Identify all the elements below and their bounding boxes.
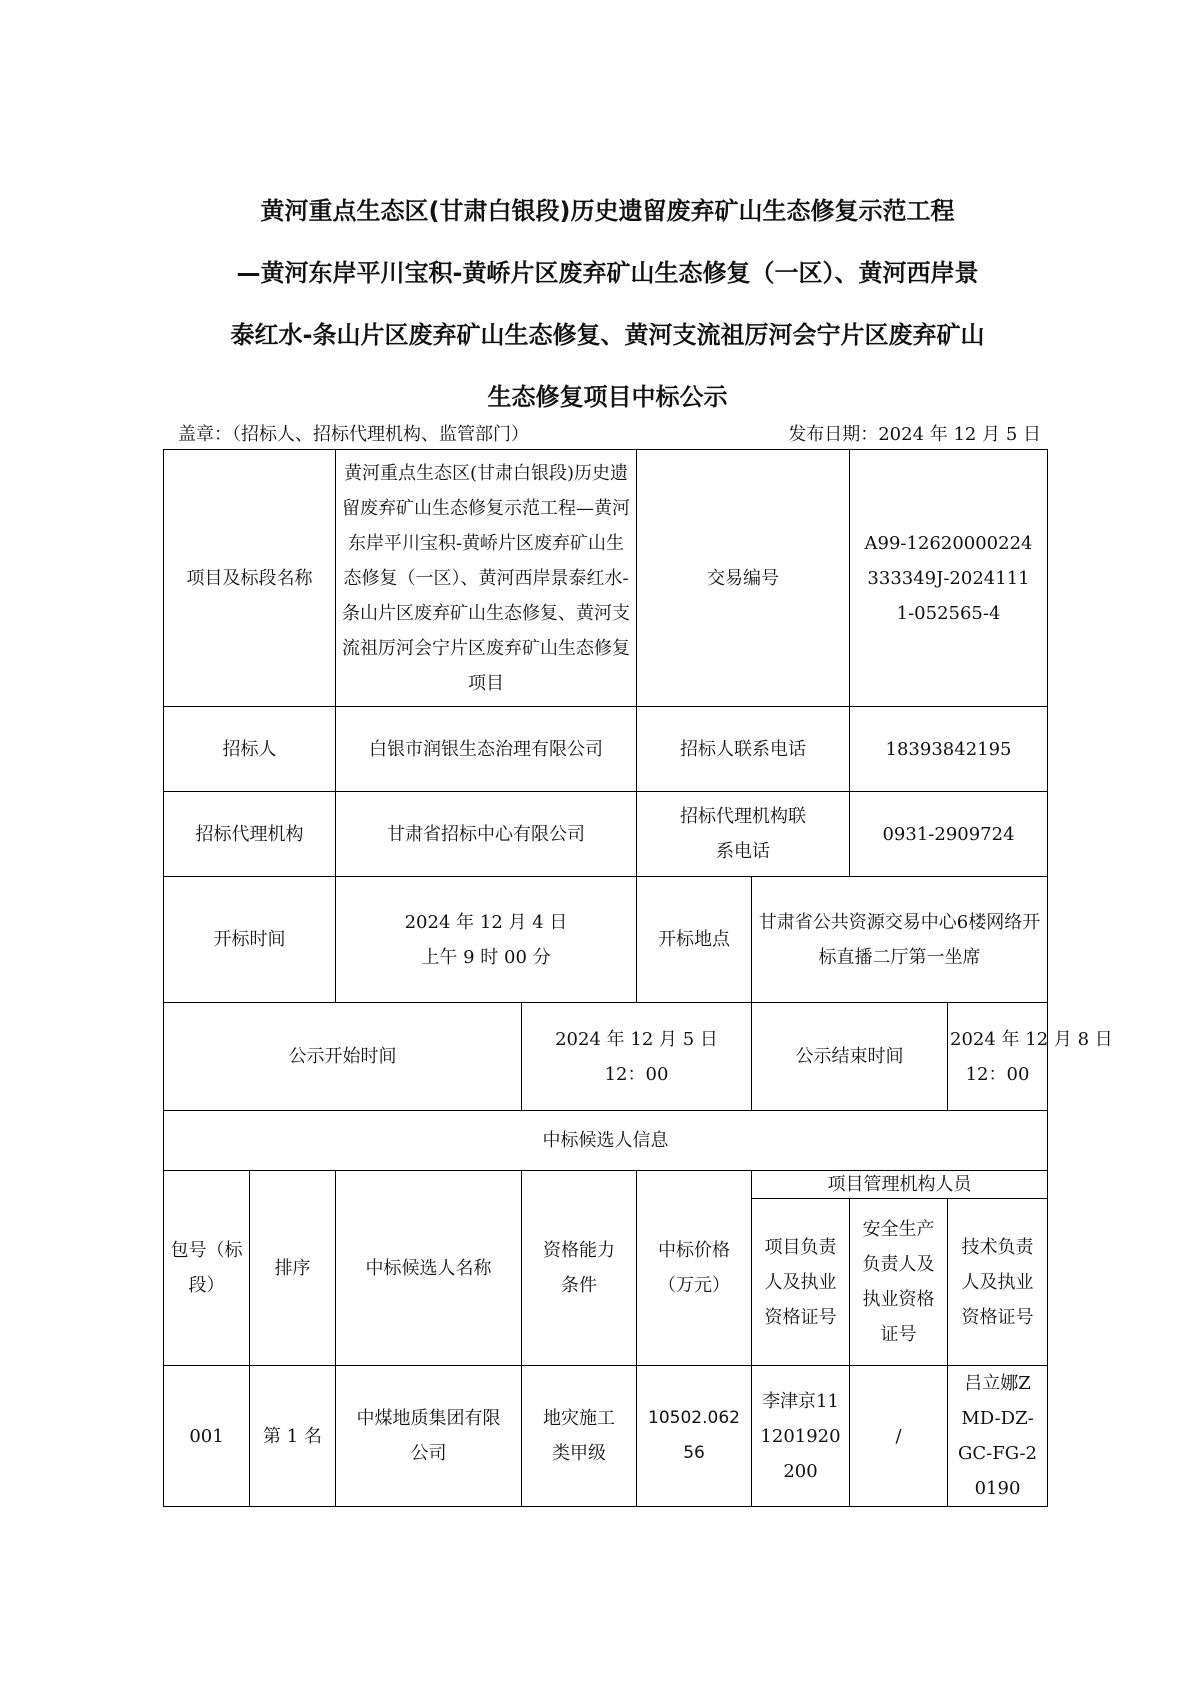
project-name: 黄河重点生态区(甘肃白银段)历史遗留废弃矿山生态修复示范工程—黄河东岸平川宝积-黄峤片区废弃矿山生态修复（一区）、黄河西岸景泰红水-条山片区废弃矿山生态修复、黄河支流祖厉河会宁片区废弃矿山生态修复项目 xyxy=(342,462,630,694)
open-time-label: 开标时间 xyxy=(213,929,286,950)
row-pm-text: 李津京111201920200 xyxy=(760,1390,841,1482)
pub-end-date: 2024 年 12 月 8 日 xyxy=(950,1028,1113,1050)
stamp-label: 盖章：（招标人、招标代理机构、监管部门） xyxy=(178,424,529,445)
agency-phone-label: 招标代理机构联系电话 xyxy=(680,806,807,862)
row-pm xyxy=(752,1366,850,1507)
trade-no-cell xyxy=(850,450,1048,707)
header-safety xyxy=(850,1199,948,1366)
agency-phone-label-cell xyxy=(637,792,850,877)
header-price-text: 中标价格（万元） xyxy=(658,1240,731,1296)
row-qualification xyxy=(522,1366,637,1507)
open-place-label: 开标地点 xyxy=(658,929,731,950)
tenderer-phone: 18393842195 xyxy=(885,738,1012,760)
agency-label-cell xyxy=(164,792,336,877)
header-qualification-text: 资格能力条件 xyxy=(543,1240,615,1296)
tenderer-label-cell xyxy=(164,707,336,792)
row-name-text: 中煤地质集团有限公司 xyxy=(356,1408,501,1464)
agency: 甘肃省招标中心有限公司 xyxy=(387,823,585,845)
agency-cell xyxy=(336,792,637,877)
pub-start-date: 2024 年 12 月 5 日 xyxy=(555,1028,718,1050)
open-place-cell xyxy=(752,877,1048,1003)
tenderer-phone-cell xyxy=(850,707,1048,792)
tenderer-cell xyxy=(336,707,637,792)
header-name xyxy=(336,1171,522,1366)
row-price-text: 10502.06256 xyxy=(648,1408,740,1463)
pub-start-label: 公示开始时间 xyxy=(288,1046,397,1067)
open-place: 甘肃省公共资源交易中心6楼网络开标直播二厅第一坐席 xyxy=(758,911,1041,968)
publish-date: 发布日期：2024 年 12 月 5 日 xyxy=(788,424,1041,445)
row-package-text: 001 xyxy=(189,1425,224,1447)
row-qualification-text: 地灾施工类甲级 xyxy=(543,1408,615,1464)
open-time-hour: 上午 9 时 00 分 xyxy=(421,946,551,968)
project-label: 项目及标段名称 xyxy=(186,567,313,589)
trade-no: A99-12620000224333349J-20241111-052565-4 xyxy=(864,532,1033,624)
header-qualification xyxy=(522,1171,637,1366)
table-row xyxy=(164,1171,1048,1199)
header-safety-text: 安全生产负责人及执业资格证号 xyxy=(862,1219,935,1345)
header-package-text: 包号（标段） xyxy=(170,1240,243,1296)
pub-end-hour: 12：00 xyxy=(965,1063,1030,1085)
tenderer: 白银市润银生态治理有限公司 xyxy=(369,738,603,760)
title-line: 生态修复项目中标公示 xyxy=(487,383,728,411)
open-time-label-cell xyxy=(164,877,336,1003)
header-name-text: 中标候选人名称 xyxy=(365,1257,492,1279)
title-line: 黄河重点生态区(甘肃白银段)历史遗留废弃矿山生态修复示范工程 xyxy=(260,197,955,225)
pub-start-hour: 12：00 xyxy=(604,1063,669,1085)
header-tech xyxy=(948,1199,1048,1366)
header-rank xyxy=(250,1171,336,1366)
trade-no-label-cell xyxy=(637,450,850,707)
agency-phone: 0931-2909724 xyxy=(882,823,1015,845)
row-tech-text: 吕立娜ZMD-DZ-GC-FG-20190 xyxy=(958,1373,1038,1499)
trade-no-label: 交易编号 xyxy=(707,567,780,589)
table-row xyxy=(164,877,1048,1003)
pub-end-cell xyxy=(948,1003,1113,1111)
candidate-section-cell xyxy=(164,1111,1048,1171)
agency-label: 招标代理机构 xyxy=(195,823,304,845)
row-rank-text: 第 1 名 xyxy=(263,1425,322,1447)
pub-end-label: 公示结束时间 xyxy=(795,1046,904,1067)
pub-end-label-cell xyxy=(752,1003,948,1111)
header-rank-text: 排序 xyxy=(274,1257,311,1279)
project-label-cell xyxy=(164,450,336,707)
open-place-label-cell xyxy=(637,877,752,1003)
title-line: 泰红水-条山片区废弃矿山生态修复、黄河支流祖厉河会宁片区废弃矿山 xyxy=(230,321,985,349)
table-row xyxy=(164,1003,1048,1111)
open-time-date: 2024 年 12 月 4 日 xyxy=(404,911,568,933)
agency-phone-cell xyxy=(850,792,1048,877)
header-pm xyxy=(752,1199,850,1366)
header-package xyxy=(164,1171,250,1366)
table-row xyxy=(164,1111,1048,1171)
row-tech xyxy=(948,1366,1048,1507)
pub-start-cell xyxy=(522,1003,752,1111)
row-safety xyxy=(850,1366,948,1507)
header-price xyxy=(637,1171,752,1366)
table-row xyxy=(164,792,1048,877)
tenderer-label: 招标人 xyxy=(222,738,277,760)
row-name xyxy=(336,1366,522,1507)
open-time-cell xyxy=(336,877,637,1003)
tenderer-phone-label-cell xyxy=(637,707,850,792)
header-mgmt-group xyxy=(752,1171,1048,1199)
header-pm-text: 项目负责人及执业资格证号 xyxy=(764,1236,837,1328)
project-name-cell xyxy=(336,450,637,707)
header-mgmt-group-text: 项目管理机构人员 xyxy=(827,1173,972,1195)
table-row xyxy=(164,1366,1048,1507)
row-rank xyxy=(250,1366,336,1507)
award-table xyxy=(163,449,1113,1507)
row-safety-text: / xyxy=(895,1425,902,1447)
title-line: —黄河东岸平川宝积-黄峤片区废弃矿山生态修复（一区）、黄河西岸景 xyxy=(236,259,979,287)
header-tech-text: 技术负责人及执业资格证号 xyxy=(961,1236,1034,1328)
table-row xyxy=(164,707,1048,792)
pub-start-label-cell xyxy=(164,1003,522,1111)
row-package xyxy=(164,1366,250,1507)
candidate-section-title: 中标候选人信息 xyxy=(542,1130,669,1151)
row-price xyxy=(637,1366,752,1507)
table-row xyxy=(164,450,1048,707)
tenderer-phone-label: 招标人联系电话 xyxy=(680,738,807,760)
announcement-title xyxy=(160,180,1055,428)
